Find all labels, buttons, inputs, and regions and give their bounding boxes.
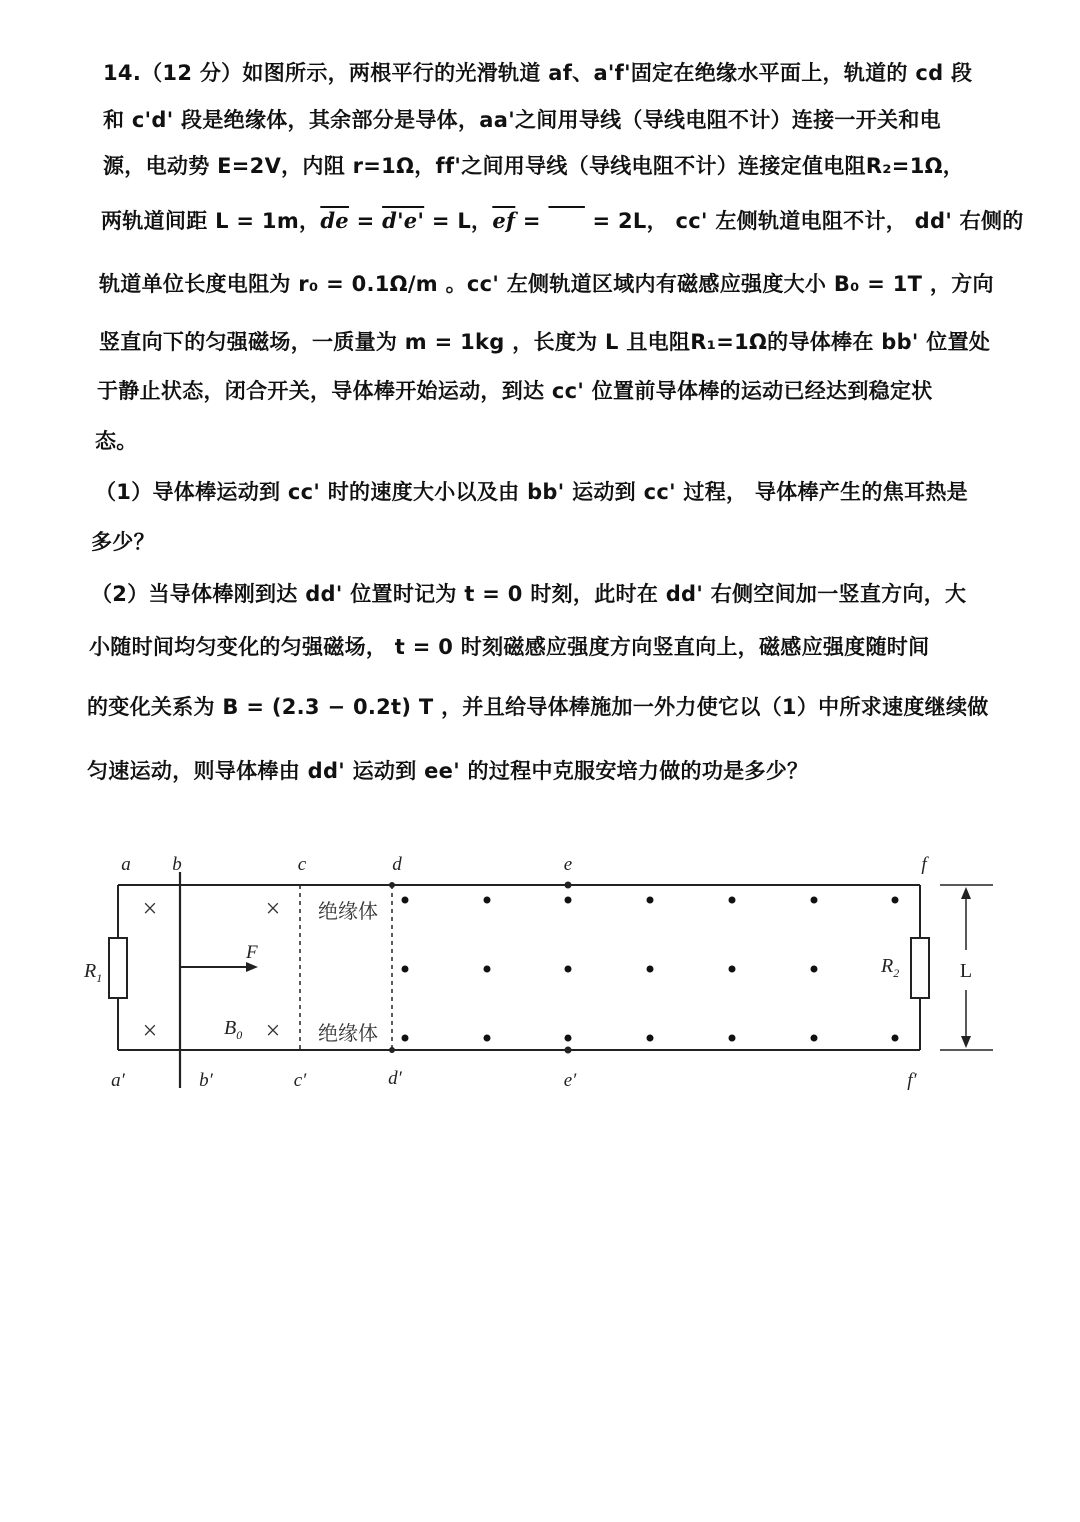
equals-1: =: [348, 209, 383, 233]
junction-d: [389, 882, 395, 888]
problem-line-8: 态。: [95, 429, 138, 453]
problem-line-3: 源，电动势 E=2V，内阻 r=1Ω，ff'之间用导线（导线电阻不计）连接定值电阻R₂=1Ω，: [103, 154, 965, 178]
insulator-label-top: 绝缘体: [318, 899, 378, 923]
label-b: b: [172, 854, 182, 875]
segment-epfp: e'f': [548, 208, 585, 233]
field-out-dot: [484, 1035, 491, 1042]
field-in-mark: ×: [142, 1016, 158, 1045]
field-in-mark: ×: [265, 894, 281, 923]
field-out-dot: [811, 1035, 818, 1042]
equals-2: =: [515, 209, 549, 233]
field-out-dot: [729, 966, 736, 973]
label-force: F: [246, 942, 258, 963]
resistor-r1: [109, 938, 127, 998]
junction-e-prime: [565, 1047, 572, 1054]
field-out-dot: [811, 966, 818, 973]
question-2-line-2: 小随时间均匀变化的匀强磁场， t = 0 时刻磁感应强度方向竖直向上，磁感应强度随时间: [89, 635, 930, 659]
field-out-dot: [484, 966, 491, 973]
problem-line-6: 竖直向下的匀强磁场，一质量为 m = 1kg ，长度为 L 且电阻R₁=1Ω的导体棒在 bb' 位置处: [99, 330, 991, 354]
line4-part2: = L，: [424, 209, 493, 233]
field-out-dot: [565, 897, 572, 904]
problem-line-7: 于静止状态，闭合开关，导体棒开始运动，到达 cc' 位置前导体棒的运动已经达到稳定状: [97, 379, 933, 403]
field-out-dot: [565, 966, 572, 973]
field-out-dot: [565, 1035, 572, 1042]
question-2-line-4: 匀速运动，则导体棒由 dd' 运动到 ee' 的过程中克服安培力做的功是多少？: [87, 759, 809, 783]
field-out-dot: [402, 1035, 409, 1042]
label-e-prime: e′: [563, 1070, 577, 1091]
label-e: e: [563, 854, 573, 875]
label-f: f: [921, 854, 927, 875]
problem-line-2: 和 c'd' 段是绝缘体，其余部分是导体，aa'之间用导线（导线电阻不计）连接一开关和电: [103, 108, 941, 132]
question-1-line-2: 多少？: [91, 530, 155, 554]
label-r1: $R_1$: [84, 960, 103, 985]
field-in-mark: ×: [142, 894, 158, 923]
label-c-prime: c′: [293, 1070, 307, 1091]
label-d: d: [392, 854, 402, 875]
junction-d-prime: [389, 1047, 395, 1053]
label-a-prime: a′: [111, 1070, 125, 1091]
dim-arrowhead-bottom: [961, 1036, 971, 1048]
dim-arrowhead-top: [961, 887, 971, 899]
label-r2: $R_2$: [881, 955, 900, 980]
resistor-r2: [911, 938, 929, 998]
line4-part3: = 2L， cc' 左侧轨道电阻不计， dd' 右侧的: [584, 209, 1024, 233]
question-1-line-1: （1）导体棒运动到 cc' 时的速度大小以及由 bb' 运动到 cc' 过程， 导体棒产生的焦耳热是: [95, 480, 968, 504]
label-a: a: [121, 854, 131, 875]
field-out-dot: [892, 1035, 899, 1042]
field-out-dot: [647, 966, 654, 973]
label-width-L: L: [959, 960, 973, 982]
field-out-dot: [647, 1035, 654, 1042]
label-b0: $B_0$: [224, 1017, 243, 1042]
segment-dpep: d'e': [382, 208, 425, 233]
label-c: c: [297, 854, 307, 875]
line4-part1: 两轨道间距 L = 1m，: [101, 209, 321, 233]
label-f-prime: f′: [907, 1070, 917, 1091]
force-arrowhead: [246, 962, 258, 972]
field-out-dot: [729, 1035, 736, 1042]
insulator-label-bottom: 绝缘体: [318, 1021, 378, 1045]
field-out-dot: [402, 897, 409, 904]
junction-e: [565, 882, 572, 889]
field-out-dot: [402, 966, 409, 973]
field-out-dot: [892, 897, 899, 904]
question-2-line-1: （2）当导体棒刚到达 dd' 位置时记为 t = 0 时刻，此时在 dd' 右侧空间加一竖直方向，大: [91, 582, 967, 606]
field-out-dot: [647, 897, 654, 904]
field-in-mark: ×: [265, 1016, 281, 1045]
field-out-dot: [729, 897, 736, 904]
problem-line-5: 轨道单位长度电阻为 r₀ = 0.1Ω/m 。cc' 左侧轨道区域内有磁感应强度大小 B₀ = 1T ，方向: [99, 272, 994, 296]
field-out-dot: [484, 897, 491, 904]
segment-de: $\overline{de}$: [320, 208, 349, 233]
label-b-prime: b′: [199, 1070, 213, 1091]
problem-line-1: 14.（12 分）如图所示，两根平行的光滑轨道 af、a'f'固定在绝缘水平面上，轨道的 cd 段: [103, 61, 973, 85]
label-d-prime: d′: [388, 1068, 402, 1089]
segment-ef: $\overline{ef}$: [492, 208, 516, 233]
question-2-line-3: 的变化关系为 B = (2.3 − 0.2t) T ，并且给导体棒施加一外力使它以（1）中所求速度继续做: [87, 695, 989, 719]
field-out-dot: [811, 897, 818, 904]
